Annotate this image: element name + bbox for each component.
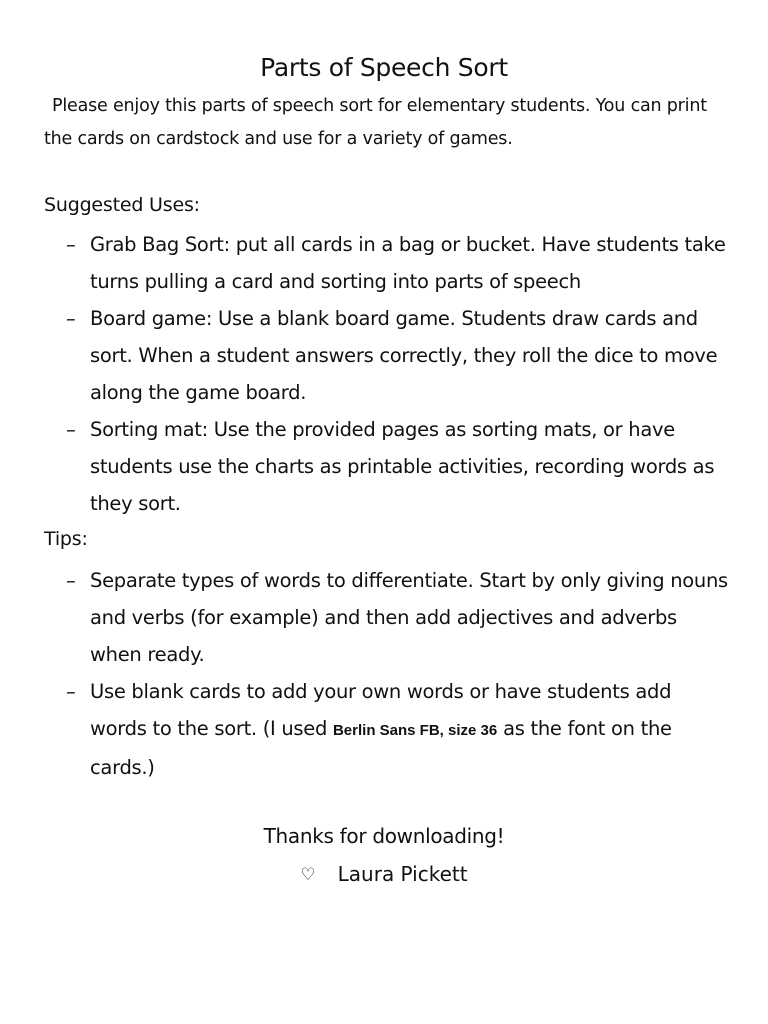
list-item-text: Grab Bag Sort: put all cards in a bag or bucket. Have students take turns pulling a card and sorting into parts of speech bbox=[90, 233, 726, 293]
list-item bbox=[0, 300, 730, 411]
intro-paragraph bbox=[44, 90, 734, 156]
list-item-text: Sorting mat: Use the provided pages as sorting mats, or have students use the charts as printable activities, recording words as they sort. bbox=[90, 418, 715, 515]
list-item bbox=[0, 562, 730, 673]
intro-text: Please enjoy this parts of speech sort for elementary students. You can print the cards on cardstock and use for a variety of games. bbox=[44, 96, 707, 149]
font-note: Berlin Sans FB, size 36 bbox=[332, 722, 498, 739]
heart-icon: ♡ bbox=[300, 865, 316, 885]
dash-bullet: – bbox=[66, 418, 76, 441]
list-item bbox=[0, 673, 730, 786]
list-item-text: Separate types of words to differentiate. Start by only giving nouns and verbs (for example) and then add adjectives and adverbs when ready. bbox=[90, 569, 728, 666]
author-name: Laura Pickett bbox=[337, 862, 468, 886]
dash-bullet: – bbox=[66, 307, 76, 330]
list-item-text-before: Use blank cards to add your own words or have students add words to the sort. (I used bbox=[90, 680, 672, 740]
list-item bbox=[0, 226, 730, 300]
list-item-text: Board game: Use a blank board game. Students draw cards and sort. When a student answers correctly, they roll the dice to move along the game board. bbox=[90, 307, 718, 404]
list-item bbox=[0, 411, 730, 522]
document-title: Parts of Speech Sort bbox=[260, 53, 508, 82]
dash-bullet: – bbox=[66, 233, 76, 256]
tips-list bbox=[0, 562, 768, 786]
signature bbox=[0, 856, 768, 894]
thanks-message: Thanks for downloading! bbox=[263, 824, 505, 848]
list-item-text-after: as the font on the cards.) bbox=[90, 717, 672, 779]
dash-bullet: – bbox=[66, 680, 76, 703]
dash-bullet: – bbox=[66, 569, 76, 592]
suggested-uses-heading: Suggested Uses: bbox=[44, 194, 200, 216]
suggested-uses-list bbox=[0, 226, 768, 522]
tips-heading: Tips: bbox=[44, 528, 88, 550]
